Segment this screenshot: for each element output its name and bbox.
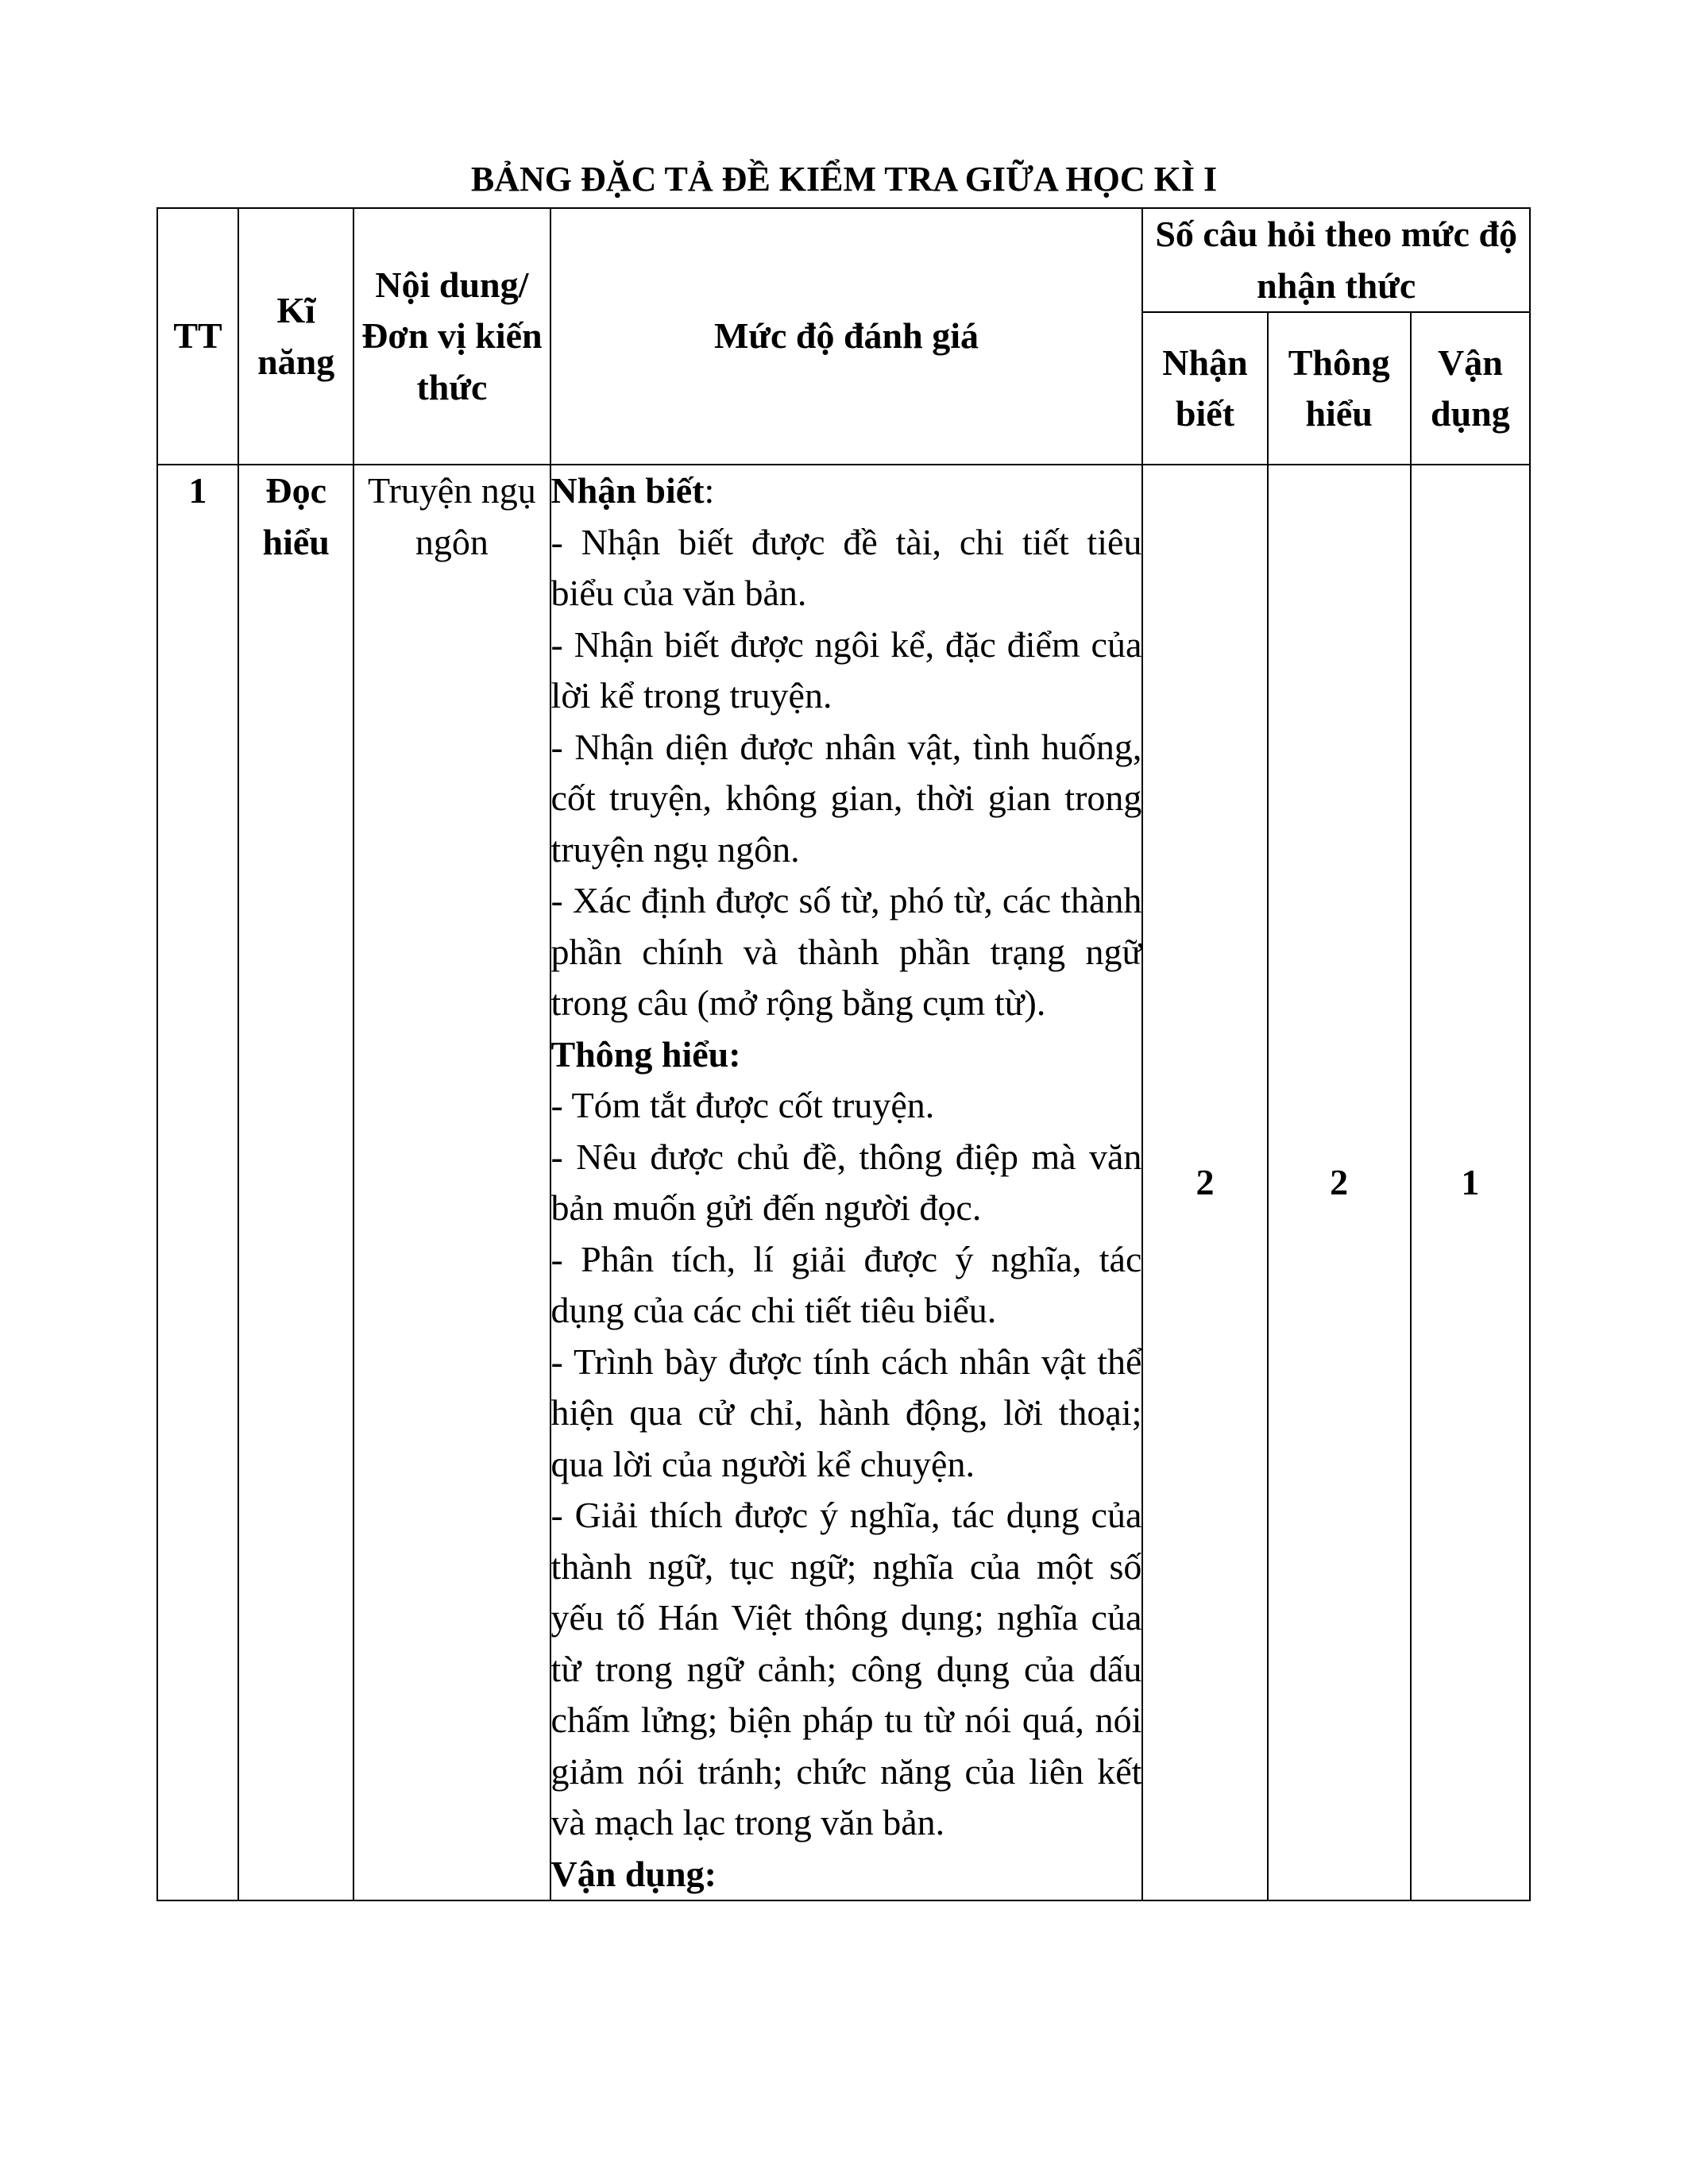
header-nhan-biet: Nhận biết xyxy=(1142,312,1267,465)
nhan-biet-label: Nhận biết xyxy=(550,470,705,511)
nhan-biet-item: - Nhận biết được đề tài, chi tiết tiêu biểu của văn bản. xyxy=(550,521,1142,613)
cell-ki-nang: Đọc hiểu xyxy=(238,465,353,1900)
thong-hieu-item: - Trình bày được tính cách nhân vật thể hiện qua cử chỉ, hành động, lời thoại; qua lời của người kể chuyện. xyxy=(550,1341,1142,1484)
van-dung-heading: Vận dụng: xyxy=(550,1853,717,1894)
cell-noi-dung: Truyện ngụ ngôn xyxy=(353,465,550,1900)
thong-hieu-item: - Nêu được chủ đề, thông điệp mà văn bản muốn gửi đến người đọc. xyxy=(550,1136,1142,1228)
nhan-biet-item: - Xác định được số từ, phó từ, các thành phần chính và thành phần trạng ngữ trong câu (mở rộng bằng cụm từ). xyxy=(550,880,1142,1023)
cell-count-thong-hieu: 2 xyxy=(1268,465,1411,1900)
thong-hieu-item: - Giải thích được ý nghĩa, tác dụng của thành ngữ, tục ngữ; nghĩa của một số yếu tố Hán Việt thông dụng; nghĩa của từ trong ngữ cảnh; công dụng của dấu chấm lửng; biện pháp tu từ nói quá, nói giảm nói tránh; chức năng của liên kết và mạch lạc trong văn bản. xyxy=(550,1495,1142,1843)
thong-hieu-item: - Phân tích, lí giải được ý nghĩa, tác dụng của các chi tiết tiêu biểu. xyxy=(550,1238,1142,1330)
header-so-cau-hoi: Số câu hỏi theo mức độ nhận thức xyxy=(1142,208,1530,312)
header-ki-nang: Kĩ năng xyxy=(238,208,353,465)
thong-hieu-item: - Tóm tắt được cốt truyện. xyxy=(550,1085,935,1125)
header-noi-dung: Nội dung/Đơn vị kiến thức xyxy=(353,208,550,465)
header-thong-hieu: Thông hiểu xyxy=(1268,312,1411,465)
header-muc-do: Mức độ đánh giá xyxy=(550,208,1143,465)
cell-count-nhan-biet: 2 xyxy=(1142,465,1267,1900)
nhan-biet-item: - Nhận diện được nhân vật, tình huống, cốt truyện, không gian, thời gian trong truyện ngụ ngôn. xyxy=(550,726,1142,870)
thong-hieu-heading: Thông hiểu: xyxy=(550,1033,741,1075)
header-row xyxy=(157,208,1530,312)
specification-table xyxy=(156,207,1531,1901)
nhan-biet-item: - Nhận biết được ngôi kể, đặc điểm của lời kể trong truyện. xyxy=(550,623,1142,716)
cell-muc-do xyxy=(550,465,1143,1900)
nhan-biet-heading xyxy=(551,465,1142,517)
cell-count-van-dung: 1 xyxy=(1411,465,1530,1900)
cell-tt: 1 xyxy=(157,465,238,1900)
nhan-biet-colon: : xyxy=(704,470,715,511)
page-title: BẢNG ĐẶC TẢ ĐỀ KIỂM TRA GIỮA HỌC KÌ I xyxy=(470,160,1218,199)
table-row xyxy=(157,465,1530,1900)
header-tt: TT xyxy=(157,208,238,465)
header-van-dung: Vận dụng xyxy=(1411,312,1530,465)
